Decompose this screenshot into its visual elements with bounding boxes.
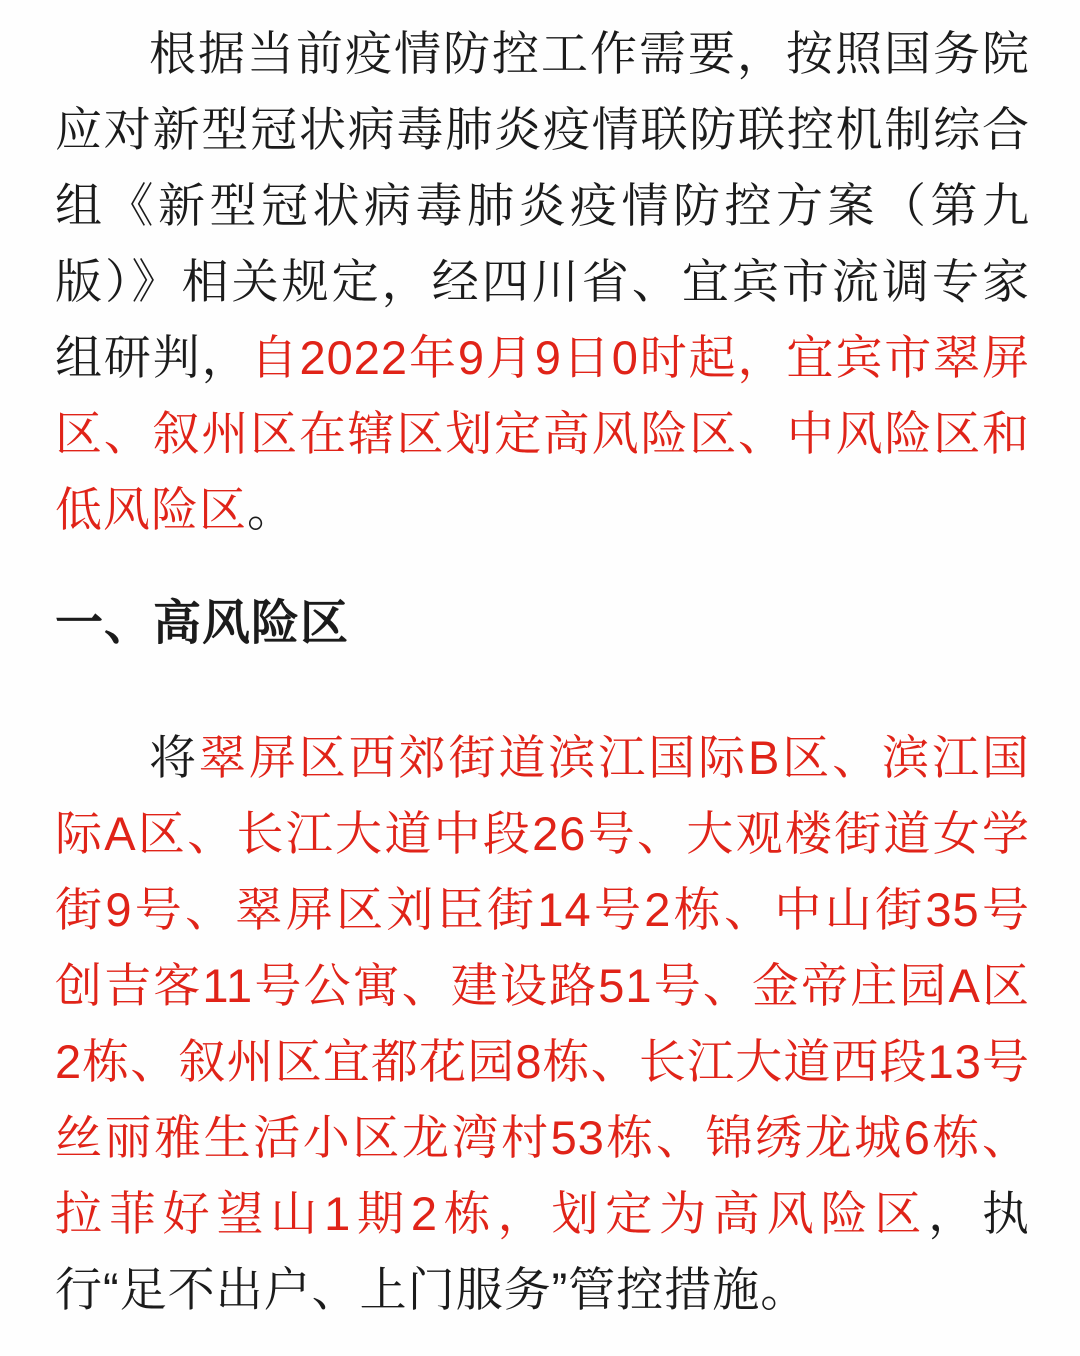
high-risk-paragraph bbox=[55, 720, 1030, 1328]
intro-paragraph bbox=[55, 16, 1030, 548]
intro-effective-date-red-text: 自2022年9月9日0时起，宜宾市翠屏区、叙州区在辖区划定高风险区、中风险区和低风险区 bbox=[55, 331, 1031, 536]
intro-lead-text: 根据当前疫情防控工作需要，按照国务院应对新型冠状病毒肺炎疫情联防联控机制综合组《新型冠状病毒肺炎疫情防控方案（第九版）》相关规定，经四川省、宜宾市流调专家组研判， bbox=[55, 27, 1030, 384]
high-risk-lead-text: 将 bbox=[149, 731, 199, 784]
high-risk-area-list-red-text: 翠屏区西郊街道滨江国际B区、滨江国际A区、长江大道中段26号、大观楼街道女学街9号、翠屏区刘臣街14号2栋、中山街35号创吉客11号公寓、建设路51号、金帝庄园A区2栋、叙州区宜都花园8栋、长江大道西段13号丝丽雅生活小区龙湾村53栋、锦绣龙城6栋、拉菲好望山1期2栋，划定为高风险区 bbox=[55, 731, 1030, 1240]
high-risk-measures-text: ，执行“足不出户、上门服务”管控措施。 bbox=[55, 1187, 1031, 1316]
intro-closing-period: 。 bbox=[247, 483, 295, 536]
high-risk-section-heading: 一、高风险区 bbox=[55, 597, 350, 650]
